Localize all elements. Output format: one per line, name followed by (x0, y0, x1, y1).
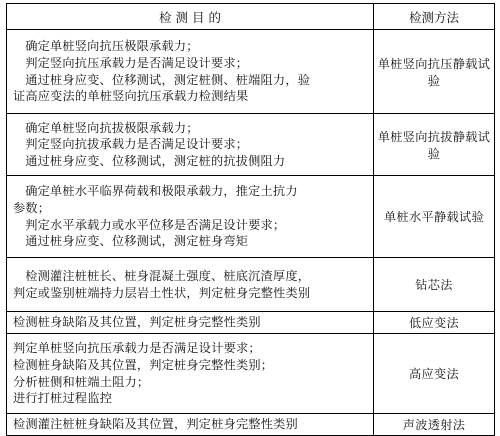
method-cell: 高应变法 (374, 334, 495, 414)
purpose-line: 进行打桩过程监控 (13, 391, 113, 406)
header-purpose: 检 测 目 的 (7, 4, 374, 30)
method-cell: 单桩水平静载试验 (374, 176, 495, 258)
table-row (7, 312, 495, 334)
table-row (7, 334, 495, 414)
purpose-line: 分析桩侧和桩端土阻力； (13, 374, 150, 389)
table-row (7, 176, 495, 258)
table-row (7, 114, 495, 176)
table-header-row (7, 4, 495, 30)
table-row (7, 258, 495, 312)
purpose-line: 确定单桩竖向抗拔极限承载力； (25, 120, 199, 135)
purpose-line: 通过桩身应变、位移测试，测定桩侧、桩端阻力，验 (25, 72, 311, 87)
purpose-line: 判定竖向抗拔承载力是否满足设计要求； (25, 137, 249, 152)
purpose-cell (7, 176, 374, 258)
purpose-line: 判定或鉴别桩端持力层岩土性状，判定桩身完整性类别 (13, 285, 311, 300)
purpose-line: 检测桩身缺陷及其位置，判定桩身完整性类别； (13, 357, 274, 372)
purpose-line: 确定单桩竖向抗压极限承载力； (25, 39, 199, 54)
method-cell: 低应变法 (374, 312, 495, 334)
purpose-cell (7, 30, 374, 114)
purpose-line: 参数； (13, 200, 51, 215)
inspection-methods-table (6, 3, 495, 436)
purpose-line: 检测灌注桩桩身缺陷及其位置，判定桩身完整性类别 (13, 417, 298, 432)
purpose-line: 通过桩身应变、位移测试，测定桩的抗拔侧阻力 (25, 153, 286, 168)
purpose-line: 判定水平承载力或水平位移是否满足设计要求； (25, 217, 286, 232)
purpose-cell (7, 334, 374, 414)
purpose-cell (7, 312, 374, 334)
method-cell: 单桩竖向抗压静载试验 (374, 30, 495, 114)
method-cell: 单桩竖向抗拔静载试验 (374, 114, 495, 176)
purpose-line: 判定单桩竖向抗压承载力是否满足设计要求； (13, 341, 261, 356)
method-cell: 声波透射法 (374, 414, 495, 436)
purpose-line: 判定竖向抗压承载力是否满足设计要求； (25, 55, 249, 70)
purpose-line: 通过桩身应变、位移测试，测定桩身弯矩 (25, 234, 249, 249)
purpose-cell (7, 114, 374, 176)
header-method: 检测方法 (374, 4, 495, 30)
method-cell: 钻芯法 (374, 258, 495, 312)
purpose-line: 检测灌注桩桩长、桩身混凝土强度、桩底沉渣厚度， (25, 268, 311, 283)
purpose-cell (7, 258, 374, 312)
purpose-line: 证高应变法的单桩竖向抗压承载力检测结果 (13, 89, 249, 104)
purpose-line: 确定单桩水平临界荷载和极限承载力，推定土抗力 (25, 184, 298, 199)
table-row (7, 30, 495, 114)
purpose-line: 检测桩身缺陷及其位置，判定桩身完整性类别 (13, 315, 261, 330)
purpose-cell (7, 414, 374, 436)
table-row (7, 414, 495, 436)
